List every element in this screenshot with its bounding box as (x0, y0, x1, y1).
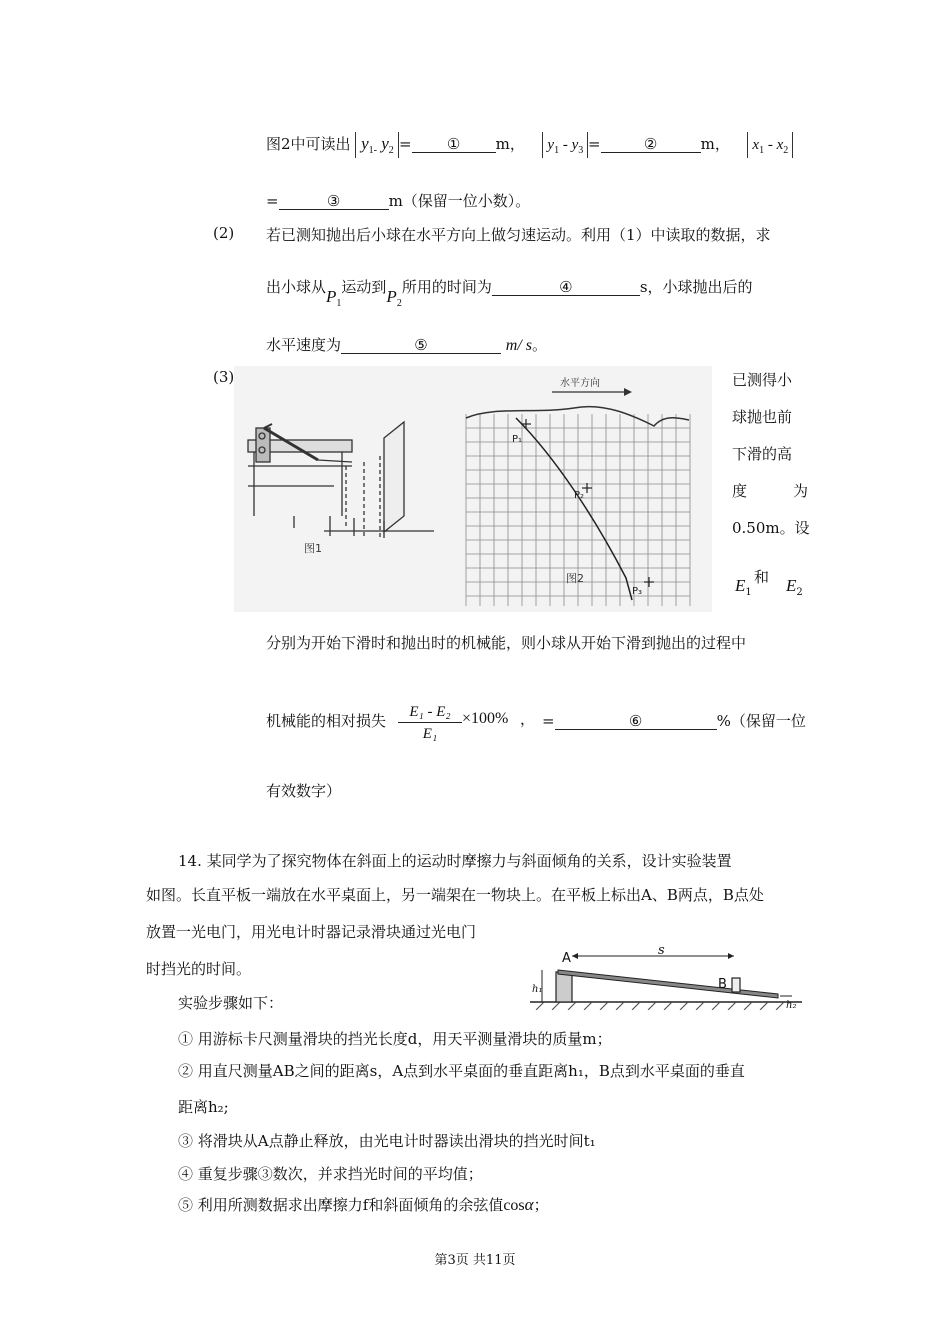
q13-part2-line1: 若已测知抛出后小球在水平方向上做匀速运动。利用（1）中读取的数据，求 (266, 226, 771, 244)
fig1-caption: 图1 (304, 542, 322, 555)
incline-label-a: A (562, 951, 571, 966)
text: 水平速度为 (266, 336, 342, 354)
eq: = (542, 712, 555, 730)
fig1-apparatus (248, 422, 434, 538)
text: %（保留一位 (716, 712, 806, 730)
text: m（保留一位小数）。 (388, 192, 531, 210)
q14-step-2b: 距离h₂; (178, 1098, 229, 1116)
incline-label-b: B (718, 977, 727, 992)
abs-bar (542, 132, 543, 158)
comma: ， (520, 710, 536, 728)
q13-part3-line-c: 有效数字） (266, 782, 342, 800)
abs-bar (792, 132, 793, 158)
q13-line1 (266, 132, 793, 158)
side-line-3: 下滑的高 (732, 445, 793, 463)
q13-part2-line2 (266, 276, 753, 309)
q14-step-4: ④ 重复步骤③数次，并求挡光时间的平均值； (178, 1165, 483, 1183)
side-line-5: 0.50m。设 (732, 519, 810, 537)
math-e1: $E_1$ (735, 576, 752, 598)
side-line-4: 度 为 (732, 482, 808, 500)
q13-part3-line-b-prefix: 机械能的相对损失 (266, 712, 387, 730)
frac-times: ×100% (462, 710, 509, 727)
answer-blank-5[interactable]: ⑤ (341, 337, 501, 354)
figure-incline (530, 940, 810, 1010)
text: 出小球从 (266, 278, 327, 296)
unit: m， (700, 135, 730, 153)
fraction (398, 702, 462, 745)
q13-part2-label: (2) (213, 224, 235, 242)
q13-part3-line-a: 分别为开始下滑时和抛出时的机械能，则小球从开始下滑到抛出的过程中 (266, 634, 747, 652)
fig2-caption: 图2 (566, 572, 584, 585)
math-y1-y2: $y_{1-}$ $y_2$ (361, 134, 394, 156)
unit: m， (495, 135, 525, 153)
q13-part3-side (732, 362, 808, 547)
q14-intro-4: 时挡光的时间。 (146, 960, 252, 978)
text: s，小球抛出后的 (639, 278, 753, 296)
abs-bar (747, 132, 748, 158)
q13-line2 (266, 190, 530, 211)
alpha: α (524, 1195, 534, 1214)
answer-blank-2[interactable]: ② (601, 136, 701, 153)
q14-steps-title: 实验步骤如下： (178, 994, 284, 1012)
q13-part3-label: (3) (213, 368, 235, 386)
text: 运动到 (341, 278, 387, 296)
side-line-2: 球抛也前 (732, 408, 793, 426)
fig2-point-p3: P₃ (632, 586, 643, 597)
incline-label-s: s (658, 943, 665, 958)
incline-label-h2: h₂ (786, 1000, 797, 1010)
q14-intro-2: 如图。长直平板一端放在水平桌面上，另一端架在一物块上。在平板上标出A、B两点，B点处 (146, 886, 764, 904)
fig2-edge (466, 407, 689, 426)
q13-part2-line3 (266, 334, 547, 355)
math-y1-y3: $y_1 - y_3$ (547, 137, 584, 156)
incline-svg (530, 940, 810, 1010)
text: ⑤ 利用所测数据求出摩擦力f和斜面倾角的余弦值 (178, 1196, 504, 1214)
period: 。 (532, 336, 548, 354)
fig2-point-p2: P₂ (574, 490, 585, 501)
frac-denominator: E₁ (422, 726, 438, 742)
cos: cos (503, 1197, 525, 1214)
math-e2: $E_2$ (786, 576, 803, 598)
abs-bar (355, 132, 356, 158)
speed-unit: m/ s (505, 337, 533, 354)
math-p1: $P_1$ (326, 287, 342, 309)
he-text: 和 (754, 568, 770, 586)
math-x1-x2: $x_1 - x_2$ (752, 137, 789, 156)
eq: = (266, 192, 279, 210)
side-line-1: 已测得小 (732, 371, 793, 389)
q14-intro-1: 14. 某同学为了探究物体在斜面上的运动时摩擦力与斜面倾角的关系，设计实验装置 (178, 852, 732, 870)
text: 图2中可读出 (266, 135, 351, 153)
figure-experiment-scan (234, 366, 712, 612)
answer-blank-4[interactable]: ④ (492, 279, 640, 296)
q14-step-2: ② 用直尺测量AB之间的距离s，A点到水平桌面的垂直距离h₁，B点到水平桌面的垂直 (178, 1062, 745, 1080)
frac-numerator: E₁ - E₂ (398, 702, 462, 723)
eq: = (588, 135, 601, 153)
page-footer: 第3页 共11页 (434, 1253, 516, 1268)
q14-step-5 (178, 1194, 549, 1215)
q14-step-3: ③ 将滑块从A点静止释放，由光电计时器读出滑块的挡光时间t₁ (178, 1132, 596, 1150)
fig2-arrow-label: 水平方向 (560, 378, 600, 389)
q14-step-1: ① 用游标卡尺测量滑块的挡光长度d，用天平测量滑块的质量m； (178, 1030, 612, 1048)
fig2-arrow-head (624, 388, 632, 396)
q14-intro-3: 放置一光电门，用光电计时器记录滑块通过光电门 (146, 923, 477, 941)
text: ； (533, 1196, 549, 1214)
answer-blank-1[interactable]: ① (412, 136, 496, 153)
figure-svg (234, 366, 712, 612)
eq: = (399, 135, 412, 153)
answer-blank-3[interactable]: ③ (279, 193, 389, 210)
incline-label-h1: h₁ (532, 984, 543, 995)
text: 所用的时间为 (401, 278, 492, 296)
math-p2: $P_2$ (386, 287, 402, 309)
fig2-point-p1: P₁ (512, 434, 523, 445)
answer-blank-6[interactable]: ⑥ (555, 713, 717, 730)
q13-part3-line-b-rest (542, 710, 806, 731)
